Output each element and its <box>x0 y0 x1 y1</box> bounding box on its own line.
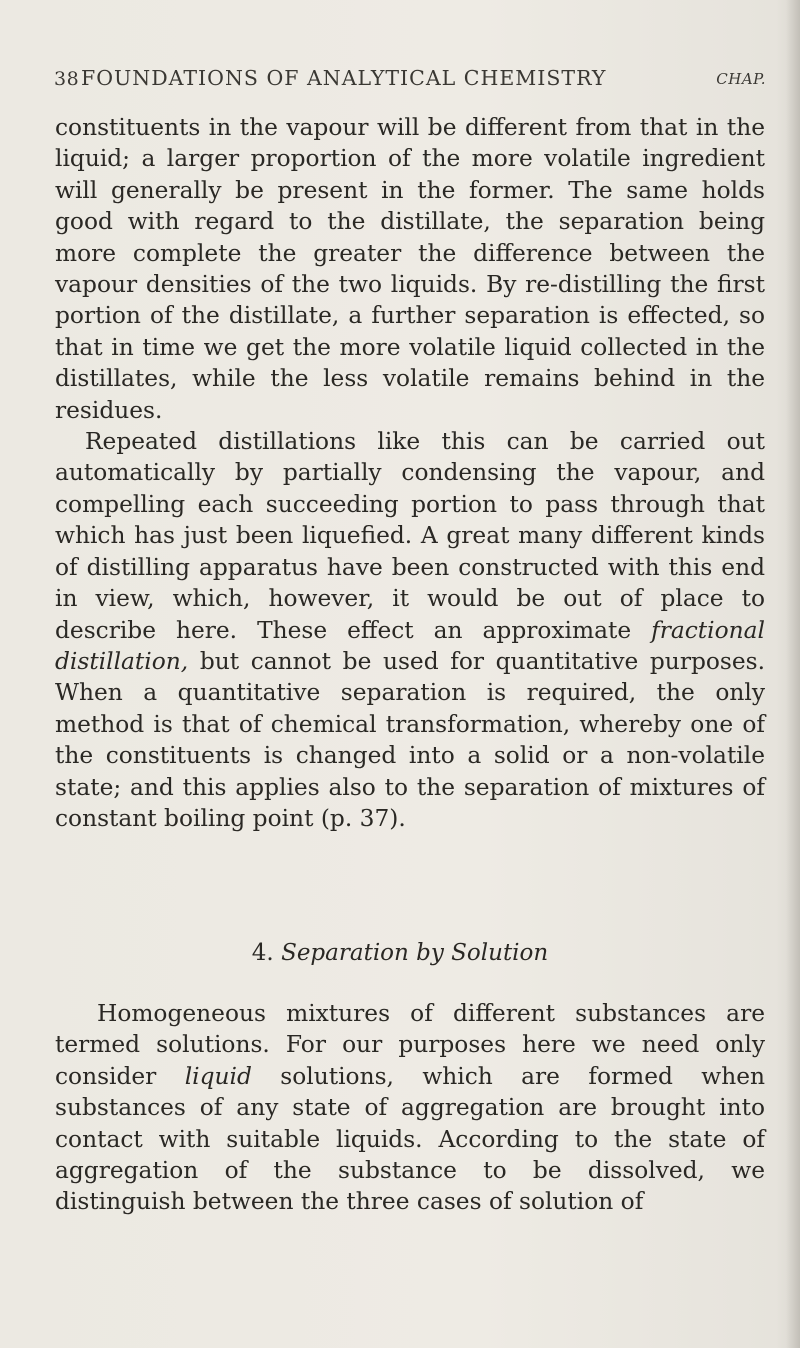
page-edge-shadow <box>786 0 800 1348</box>
running-title: FOUNDATIONS OF ANALYTICAL CHEMISTRY <box>81 66 607 90</box>
page-number: 38 <box>54 68 80 90</box>
emphasis-fractional-distillation: fractional distillation, <box>55 616 765 675</box>
paragraph2-end: solutions, which are formed when substances of any state of aggregation are brought into contact with suitable liquids. According to the state of aggregation of the substance to be dissolved, we distinguish between the three cases of solution of <box>55 1062 766 1216</box>
emphasis-liquid: liquid <box>184 1062 252 1090</box>
paragraph-distillation <box>55 112 765 834</box>
paragraph2-start: Homogeneous mixtures of different substances are termed solutions. For our purposes here we need only consider <box>55 1000 765 1090</box>
section-number: 4. <box>251 940 274 966</box>
section-title: Separation by Solution <box>281 940 549 966</box>
paragraph-part-a: constituents in the vapour will be different from that in the liquid; a larger proportion of the more volatile ingredient will generally be present in the former. The same holds good with regard to the distillate, the separation being more complete the greater the difference between the vapour densities of the two liquids. By re-distilling the first portion of the distillate, a further separation is effected, so that in time we get the more volatile liquid collected in the distillates, while the less volatile remains behind in the residues. <box>55 114 765 424</box>
paragraph-text <box>55 112 765 426</box>
paragraph-text <box>55 998 765 1218</box>
chapter-mark: CHAP. <box>716 70 766 88</box>
running-head <box>54 60 766 96</box>
section-heading <box>0 938 800 968</box>
paragraph-part-b-start: Repeated distillations like this can be carried out automatically by partially condensing the vapour, and compelling each succeeding portion to pass through that which has just been liquefied. A great many different kinds of distilling apparatus have been constructed with this end in view, which, however, it would be out of place to describe here. These effect an approximate <box>55 428 765 644</box>
paragraph-part-b-end: but cannot be used for quantitative purposes. When a quantitative separation is required, the only method is that of chemical transformation, whereby one of the constituents is changed into a solid or a non-volatile state; and this applies also to the separation of mixtures of constant boiling point (p. 37). <box>55 647 765 832</box>
paragraph-text <box>55 426 765 834</box>
paragraph-solutions <box>55 998 765 1218</box>
